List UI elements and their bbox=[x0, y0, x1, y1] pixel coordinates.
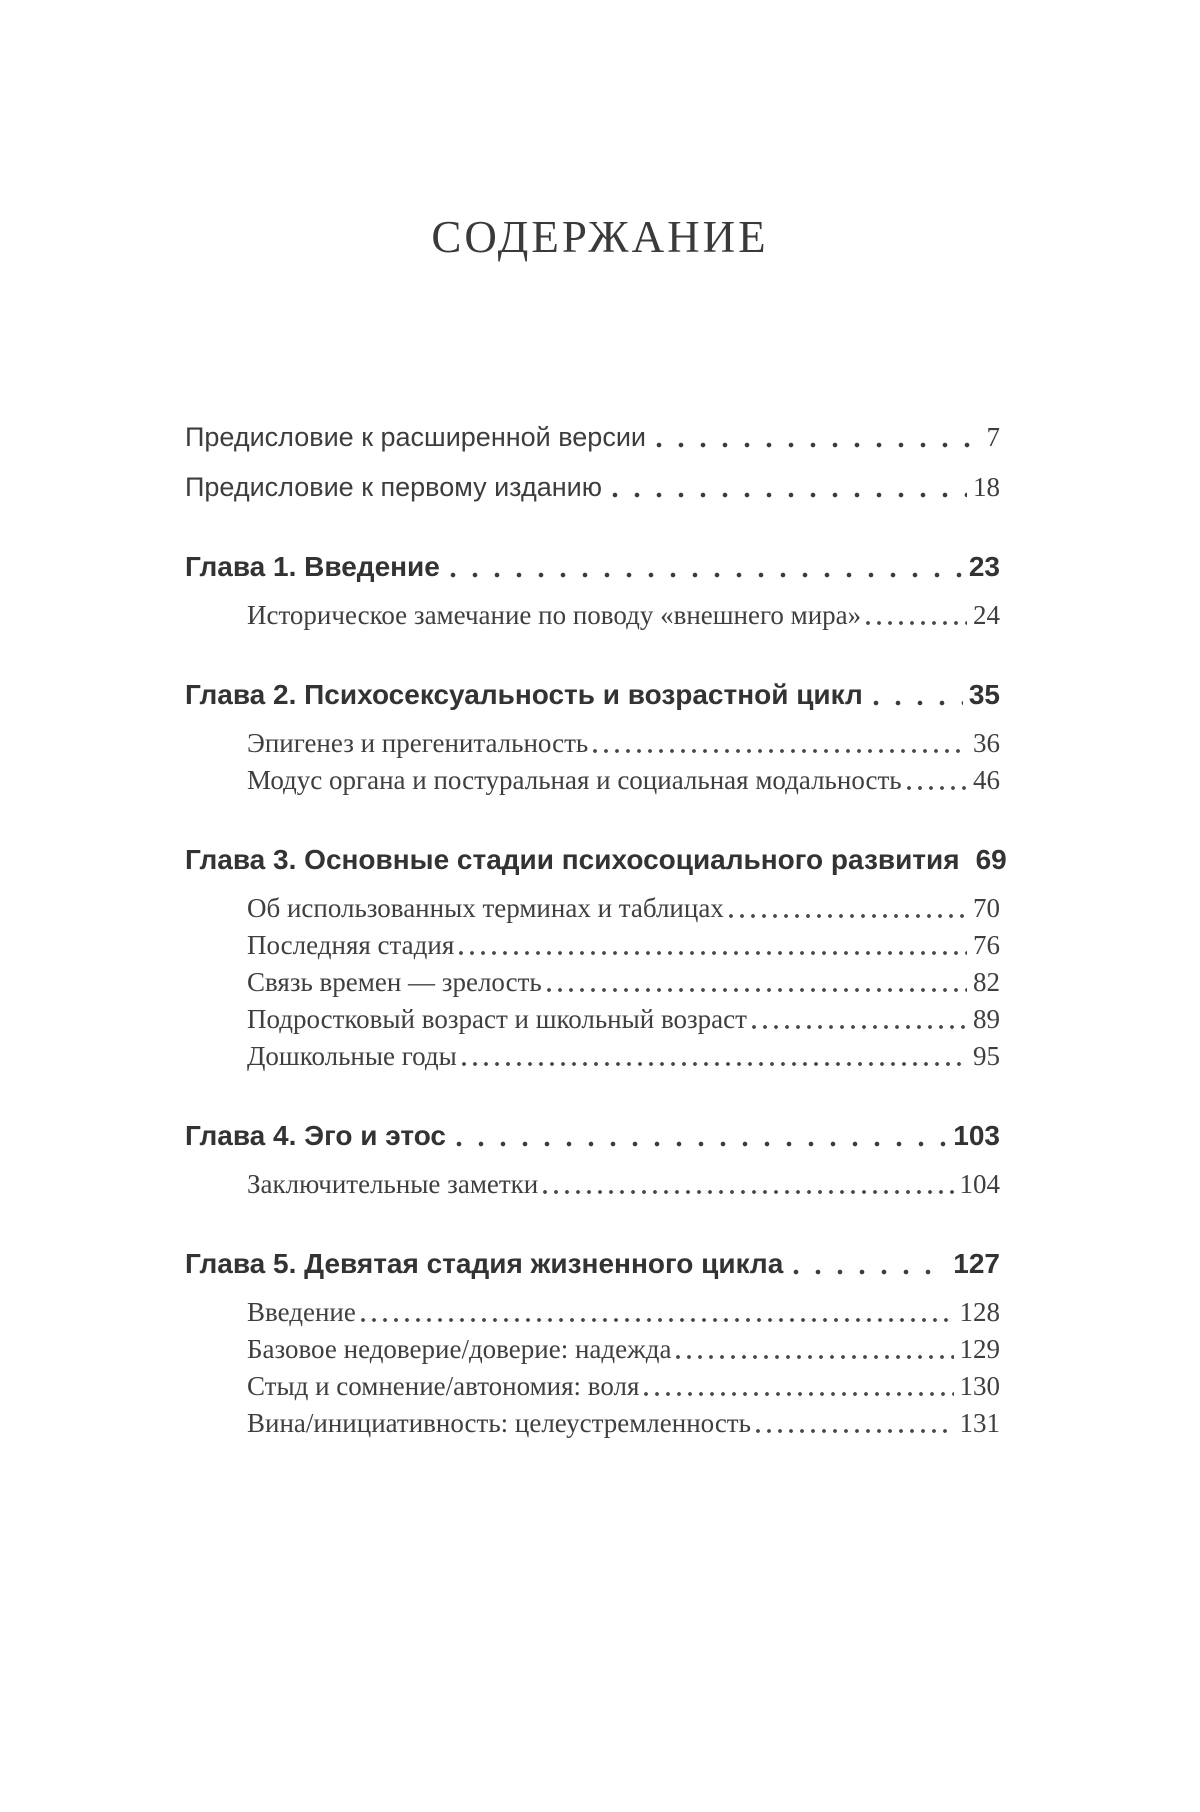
section-label: Введение bbox=[247, 1296, 356, 1327]
chapter-title: Глава 2. Психосексуальность и возрастной цикл bbox=[185, 678, 863, 710]
dot-leader bbox=[456, 1141, 947, 1147]
dot-leader bbox=[450, 572, 963, 578]
section-label: Заключительные заметки bbox=[247, 1168, 539, 1199]
page-number: 70 bbox=[973, 892, 1000, 923]
toc-entry-preface-extended bbox=[185, 420, 1000, 454]
page-number: 7 bbox=[986, 421, 1000, 452]
section-label: Дошкольные годы bbox=[247, 1040, 457, 1071]
toc-section-row bbox=[185, 1406, 1000, 1440]
section-label: Связь времен — зрелость bbox=[247, 966, 542, 997]
toc-chapter-group bbox=[185, 550, 1000, 632]
page-number: 76 bbox=[973, 929, 1000, 960]
page-number: 18 bbox=[973, 471, 1000, 502]
chapter-title: Глава 1. Введение bbox=[185, 550, 440, 582]
page-number: 36 bbox=[973, 727, 1000, 758]
toc-section-row bbox=[185, 1369, 1000, 1403]
page-number: 103 bbox=[953, 1119, 1000, 1151]
dot-leader bbox=[644, 1391, 953, 1397]
toc-chapter-row bbox=[185, 1119, 1000, 1153]
toc-chapter-group bbox=[185, 843, 1007, 1073]
section-label: Подростковый возраст и школьный возраст bbox=[247, 1003, 747, 1034]
dot-leader bbox=[543, 1189, 953, 1195]
page-number: 130 bbox=[959, 1370, 1000, 1401]
toc-section-row bbox=[185, 1167, 1000, 1201]
toc-chapter-row bbox=[185, 1247, 1000, 1281]
page-title: СОДЕРЖАНИЕ bbox=[431, 212, 769, 262]
page-number: 95 bbox=[973, 1040, 1000, 1071]
page-number: 127 bbox=[953, 1247, 1000, 1279]
toc-chapter-group bbox=[185, 1247, 1000, 1440]
dot-leader bbox=[462, 1061, 967, 1067]
toc-section-row bbox=[185, 928, 1000, 962]
page-number: 104 bbox=[959, 1168, 1000, 1199]
dot-leader bbox=[873, 700, 963, 706]
page-number: 24 bbox=[973, 599, 1000, 630]
toc-section-row bbox=[185, 763, 1000, 797]
dot-leader bbox=[459, 950, 967, 956]
page-number: 128 bbox=[959, 1296, 1000, 1327]
toc-section-row bbox=[185, 726, 1000, 760]
entry-label: Предисловие к первому изданию bbox=[185, 471, 602, 502]
section-label: Вина/инициативность: целеустремленность bbox=[247, 1407, 751, 1438]
table-of-contents bbox=[185, 420, 1007, 1440]
section-label: Последняя стадия bbox=[247, 929, 455, 960]
dot-leader bbox=[593, 748, 967, 754]
entry-label: Предисловие к расширенной версии bbox=[185, 421, 646, 452]
dot-leader bbox=[361, 1317, 954, 1323]
section-label: Стыд и сомнение/автономия: воля bbox=[247, 1370, 640, 1401]
section-label: Эпигенез и прегенитальность bbox=[247, 727, 589, 758]
dot-leader bbox=[866, 620, 967, 626]
dot-leader bbox=[656, 442, 981, 448]
section-label: Модус органа и постуральная и социальная модальность bbox=[247, 764, 902, 795]
toc-section-row bbox=[185, 598, 1000, 632]
toc-section-row bbox=[185, 1002, 1000, 1036]
toc-chapter-row bbox=[185, 678, 1000, 712]
toc-section-row bbox=[185, 965, 1000, 999]
page-number: 82 bbox=[973, 966, 1000, 997]
toc-chapter-group bbox=[185, 1119, 1000, 1201]
dot-leader bbox=[547, 987, 967, 993]
toc-section-row bbox=[185, 891, 1000, 925]
dot-leader bbox=[756, 1428, 954, 1434]
section-label: Историческое замечание по поводу «внешнего мира» bbox=[247, 599, 862, 630]
toc-chapter-group bbox=[185, 678, 1000, 797]
toc-chapter-row bbox=[185, 843, 1007, 877]
section-label: Базовое недоверие/доверие: надежда bbox=[247, 1333, 672, 1364]
chapter-title: Глава 4. Эго и этос bbox=[185, 1119, 446, 1151]
toc-chapter-row bbox=[185, 550, 1000, 584]
chapter-title: Глава 5. Девятая стадия жизненного цикла bbox=[185, 1247, 784, 1279]
page-number: 89 bbox=[973, 1003, 1000, 1034]
page-number: 129 bbox=[959, 1333, 1000, 1364]
toc-section-row bbox=[185, 1039, 1000, 1073]
page-number: 23 bbox=[968, 550, 1000, 582]
page-number: 69 bbox=[975, 843, 1007, 875]
dot-leader bbox=[676, 1354, 953, 1360]
toc-section-row bbox=[185, 1295, 1000, 1329]
toc-section-row bbox=[185, 1332, 1000, 1366]
dot-leader bbox=[729, 913, 967, 919]
page-number: 46 bbox=[973, 764, 1000, 795]
chapter-title: Глава 3. Основные стадии психосоциального развития bbox=[185, 843, 960, 875]
dot-leader bbox=[752, 1024, 967, 1030]
section-label: Об использованных терминах и таблицах bbox=[247, 892, 724, 923]
dot-leader bbox=[907, 785, 967, 791]
dot-leader bbox=[612, 492, 967, 498]
book-contents-page bbox=[0, 212, 1200, 1812]
dot-leader bbox=[793, 1269, 947, 1275]
page-number: 35 bbox=[968, 678, 1000, 710]
toc-entry-preface-first bbox=[185, 470, 1000, 504]
page-number: 131 bbox=[959, 1407, 1000, 1438]
